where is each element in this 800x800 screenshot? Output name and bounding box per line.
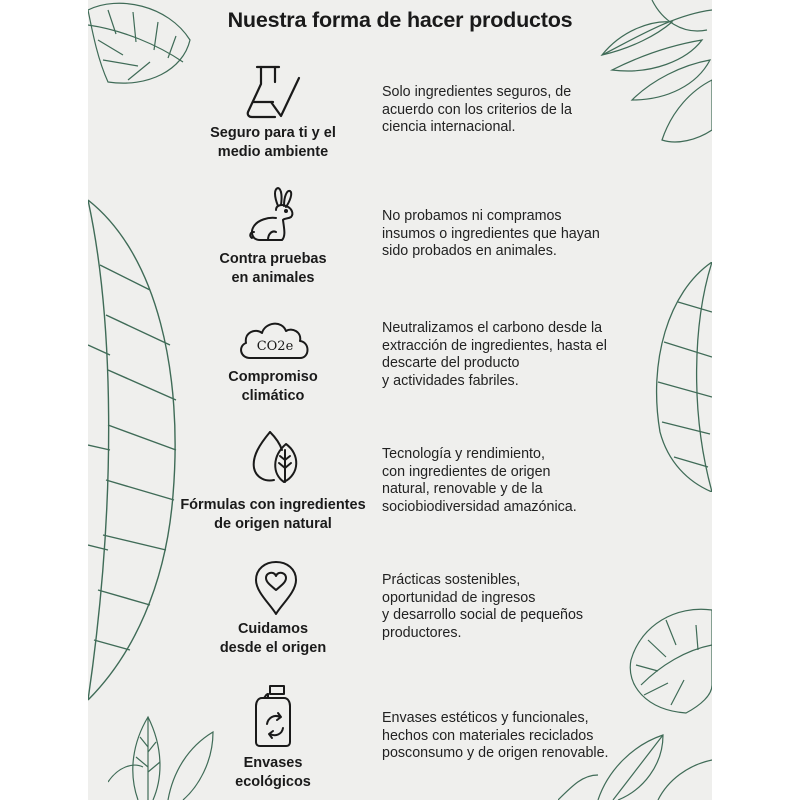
feature-description: Solo ingredientes seguros, de acuerdo con los criterios de la ciencia internacional. [382, 84, 572, 135]
feature-row-origin [88, 556, 712, 686]
co2e-text: CO2e [256, 339, 294, 354]
feature-description: Envases estéticos y funcionales, hechos con materiales reciclados posconsumo y de origen renovable. [382, 710, 609, 761]
feature-description: Neutralizamos el carbono desde la extracción de ingredientes, hasta el descarte del producto y actividades fabriles. [382, 320, 607, 389]
page-title: Nuestra forma de hacer productos [227, 8, 573, 32]
cloud-co2e-icon [236, 312, 314, 368]
feature-label: Fórmulas con ingredientes de origen natural [180, 497, 366, 532]
feature-row-natural [88, 426, 712, 556]
feature-row-cruelty-free [88, 182, 712, 312]
feature-row-climate [88, 312, 712, 442]
leaf-drop-icon [248, 428, 304, 484]
info-panel [88, 0, 712, 800]
heart-location-pin-icon [248, 560, 304, 616]
feature-label: Cuidamos desde el origen [219, 621, 327, 656]
rabbit-icon [246, 186, 302, 242]
recycle-bottle-icon [246, 684, 302, 748]
feature-label: Compromiso climático [228, 369, 318, 404]
feature-row-safe [88, 60, 712, 190]
feature-description: Prácticas sostenibles, oportunidad de ingresos y desarrollo social de pequeños productores. [382, 572, 584, 641]
feature-label: Envases ecológicos [235, 755, 311, 790]
feature-description: No probamos ni compramos insumos o ingredientes que hayan sido probados en animales. [382, 208, 600, 259]
feature-label: Contra pruebas en animales [219, 251, 327, 286]
flask-check-icon [245, 64, 301, 120]
feature-description: Tecnología y rendimiento, con ingredientes de origen natural, renovable y de la sociobiodiversidad amazónica. [382, 446, 577, 515]
feature-label: Seguro para ti y el medio ambiente [210, 125, 336, 160]
feature-row-packaging [88, 680, 712, 800]
